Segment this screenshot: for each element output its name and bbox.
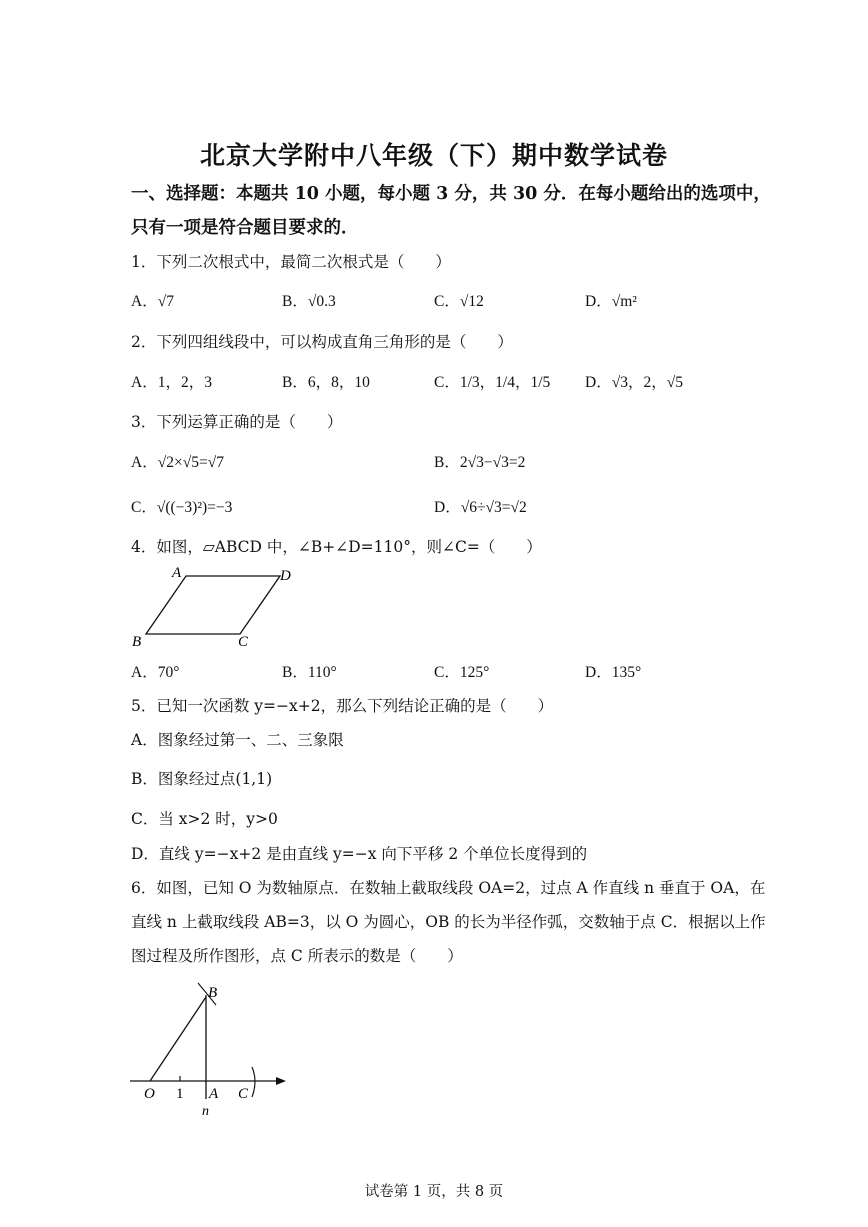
question-1-stem: 1．下列二次根式中，最简二次根式是（ ） xyxy=(131,253,451,271)
question-5-stem: 5．已知一次函数 y=−x+2，那么下列结论正确的是（ ） xyxy=(131,697,554,715)
question-1-option-d: D．√m² xyxy=(585,293,637,310)
question-1-option-a: A．√7 xyxy=(131,293,174,310)
vertex-label-a: A xyxy=(172,565,182,581)
question-5-option-c: C．当 x>2 时，y>0 xyxy=(131,810,278,828)
parallelogram-figure xyxy=(128,562,308,650)
point-label-one: 1 xyxy=(176,1086,184,1102)
page-title: 北京大学附中八年级（下）期中数学试卷 xyxy=(199,141,668,170)
point-label-b: B xyxy=(208,985,218,1001)
question-2-option-d: D．√3，2，√5 xyxy=(585,374,683,391)
point-label-o: O xyxy=(144,1086,155,1102)
question-1-option-c: C．√12 xyxy=(434,293,484,310)
page-footer: 试卷第 1 页，共 8 页 xyxy=(364,1184,504,1200)
point-label-a: A xyxy=(209,1086,219,1102)
question-2-option-c: C．1/3，1/4，1/5 xyxy=(434,374,551,391)
vertex-label-b: B xyxy=(132,634,142,650)
parallelogram-shape xyxy=(146,576,280,634)
question-4-option-b: B．110° xyxy=(282,664,337,681)
section-heading-line1: 一、选择题：本题共 10 小题，每小题 3 分，共 30 分．在每小题给出的选项中， xyxy=(131,184,771,204)
axis-arrow xyxy=(276,1077,286,1085)
question-3-stem: 3．下列运算正确的是（ ） xyxy=(131,413,343,431)
question-3-option-c: C．√((−3)²)=−3 xyxy=(131,499,233,516)
question-2-option-a: A．1，2，3 xyxy=(131,374,212,391)
question-3-option-b: B．2√3−√3=2 xyxy=(434,454,526,471)
number-line-figure xyxy=(128,975,298,1120)
vertex-label-d: D xyxy=(280,568,291,584)
vertex-label-c: C xyxy=(238,634,249,650)
question-3-option-a: A．√2×√5=√7 xyxy=(131,454,224,471)
question-5-option-b: B．图象经过点(1,1) xyxy=(131,770,273,788)
question-4-stem: 4．如图，▱ABCD 中，∠B+∠D=110°，则∠C=（ ） xyxy=(131,538,542,556)
question-5-option-d: D．直线 y=−x+2 是由直线 y=−x 向下平移 2 个单位长度得到的 xyxy=(131,845,588,863)
question-4-option-a: A．70° xyxy=(131,664,180,681)
line-label-n: n xyxy=(202,1104,209,1119)
segment-ob xyxy=(150,997,206,1081)
question-6-stem-line1: 6．如图，已知 O 为数轴原点．在数轴上截取线段 OA=2，过点 A 作直线 n 垂直于 OA，在 xyxy=(131,879,766,897)
question-2-stem: 2．下列四组线段中，可以构成直角三角形的是（ ） xyxy=(131,333,513,351)
question-1-option-b: B．√0.3 xyxy=(282,293,336,310)
question-6-stem-line3: 图过程及所作图形，点 C 所表示的数是（ ） xyxy=(131,947,463,965)
question-4-option-d: D．135° xyxy=(585,664,642,681)
question-3-option-d: D．√6÷√3=√2 xyxy=(434,499,527,516)
section-heading-line2: 只有一项是符合题目要求的． xyxy=(131,218,359,238)
point-label-c: C xyxy=(238,1086,249,1102)
question-4-option-c: C．125° xyxy=(434,664,490,681)
question-5-option-a: A．图象经过第一、二、三象限 xyxy=(131,731,344,749)
question-6-stem-line2: 直线 n 上截取线段 AB=3，以 O 为圆心，OB 的长为半径作弧，交数轴于点 C．根据以上作 xyxy=(131,913,766,931)
arc-mark-c xyxy=(252,1067,255,1097)
question-2-option-b: B．6，8，10 xyxy=(282,374,370,391)
